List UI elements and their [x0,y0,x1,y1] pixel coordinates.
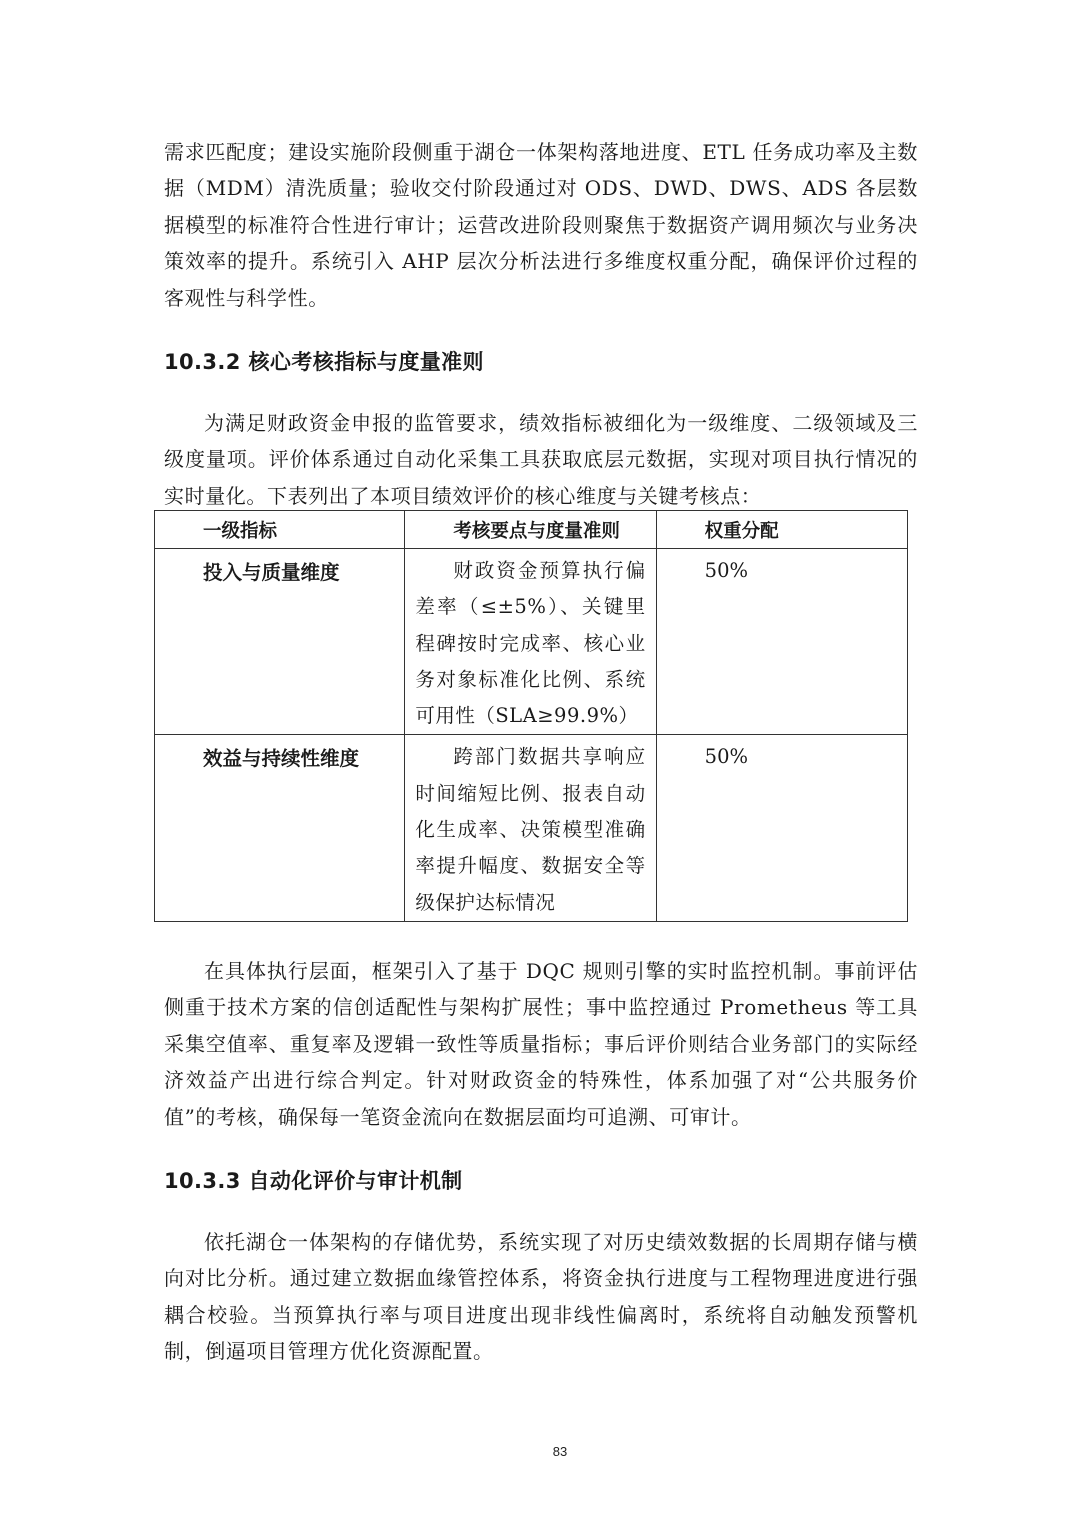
table-header-criteria: 考核要点与度量准则 [405,511,656,549]
paragraph-intro-continued: 需求匹配度；建设实施阶段侧重于湖仓一体架构落地进度、ETL 任务成功率及主数据（MDM）清洗质量；验收交付阶段通过对 ODS、DWD、DWS、ADS 各层数据模型的标准符合性进行审计；运营改进阶段则聚焦于数据资产调用频次与业务决策效率的提升。系统引入 AHP 层次分析法进行多维度权重分配，确保评价过程的客观性与科学性。 [164,140,918,310]
criteria-cell: 财政资金预算执行偏差率（≤±5%）、关键里程碑按时完成率、核心业务对象标准化比例、系统可用性（SLA≥99.9%） [405,549,656,735]
dimension-cell: 投入与质量维度 [155,549,405,735]
table-header-weight: 权重分配 [656,511,907,549]
weight-cell: 50% [656,549,907,735]
table-row [155,549,908,735]
metrics-table [154,510,908,922]
table-header-row [155,511,908,549]
table-row [155,735,908,921]
weight-cell: 50% [656,735,907,921]
criteria-cell: 跨部门数据共享响应时间缩短比例、报表自动化生成率、决策模型准确率提升幅度、数据安全等级保护达标情况 [405,735,656,921]
section-heading-10-3-2: 10.3.2 核心考核指标与度量准则 [164,350,484,374]
page-number: 83 [552,1444,568,1459]
table-header-primary-indicator: 一级指标 [155,511,405,549]
dimension-cell: 效益与持续性维度 [155,735,405,921]
paragraph-execution-monitoring: 在具体执行层面，框架引入了基于 DQC 规则引擎的实时监控机制。事前评估侧重于技术方案的信创适配性与架构扩展性；事中监控通过 Prometheus 等工具采集空值率、重复率及逻辑一致性等质量指标；事后评价则结合业务部门的实际经济效益产出进行综合判定。针对财政资金的特殊性，体系加强了对“公共服务价值”的考核，确保每一笔资金流向在数据层面均可追溯、可审计。 [164,959,918,1129]
paragraph-metrics-intro: 为满足财政资金申报的监管要求，绩效指标被细化为一级维度、二级领域及三级度量项。评价体系通过自动化采集工具获取底层元数据，实现对项目执行情况的实时量化。下表列出了本项目绩效评价的核心维度与关键考核点： [164,411,918,508]
paragraph-automated-audit: 依托湖仓一体架构的存储优势，系统实现了对历史绩效数据的长周期存储与横向对比分析。通过建立数据血缘管控体系，将资金执行进度与工程物理进度进行强耦合校验。当预算执行率与项目进度出现非线性偏离时，系统将自动触发预警机制，倒逼项目管理方优化资源配置。 [164,1230,918,1364]
section-heading-10-3-3: 10.3.3 自动化评价与审计机制 [164,1169,463,1193]
